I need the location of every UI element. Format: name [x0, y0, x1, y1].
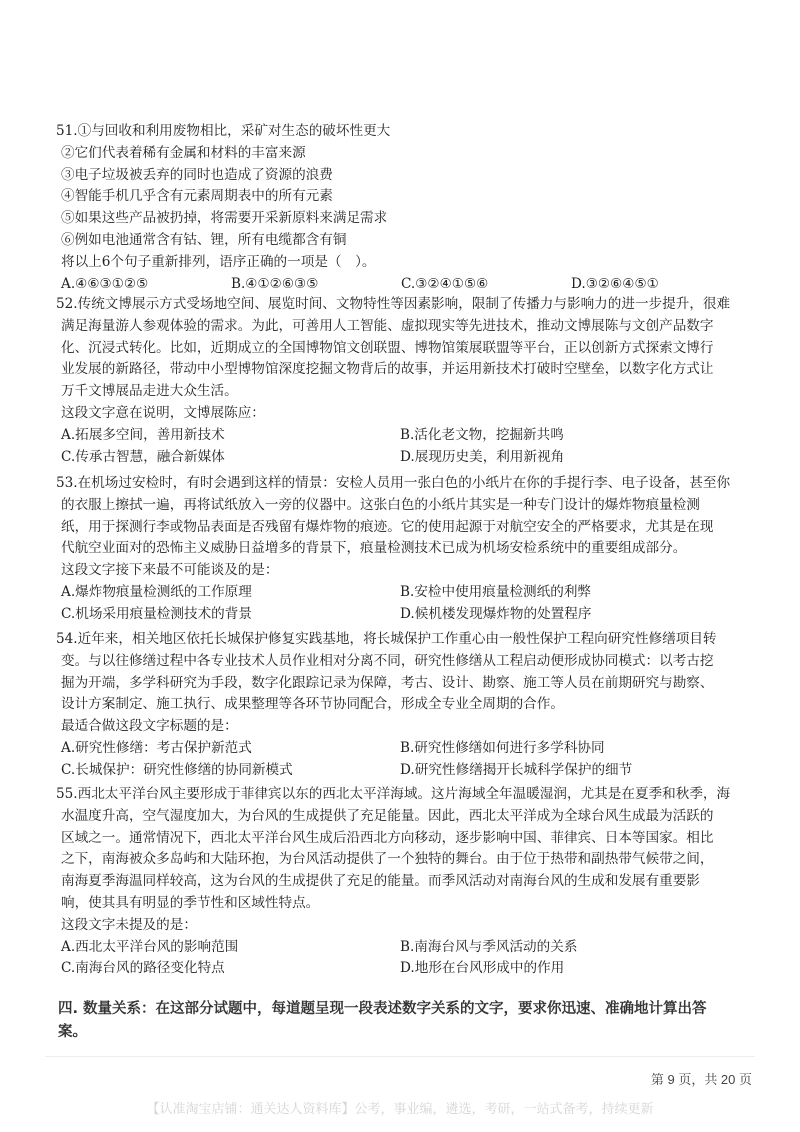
question-text: 55.西北太平洋台风主要形成于菲律宾以东的西北太平洋海域。这片海域全年温暖湿润，尤其是在夏季和秋季，海 — [56, 786, 731, 802]
option-b: B.南海台风与季风活动的关系 — [400, 938, 578, 955]
options-row — [56, 604, 756, 626]
option-c: C.传承古智慧，融合新媒体 — [61, 448, 225, 465]
options-row — [56, 738, 756, 760]
option-c: C.机场采用痕量检测技术的背景 — [61, 605, 252, 622]
sentence: ③电子垃圾被丢弃的同时也造成了资源的浪费 — [61, 166, 333, 183]
question-text: 区域之一。通常情况下，西北太平洋台风生成后沿西北方向移动，逐步影响中国、菲律宾、日本等国家。相比 — [61, 829, 714, 846]
option-b: B.安检中使用痕量检测纸的利弊 — [400, 583, 592, 600]
question-52 — [56, 294, 756, 468]
options-row — [56, 958, 756, 980]
question-stem: 这段文字未提及的是： — [61, 916, 197, 933]
option-d: D.地形在台风形成中的作用 — [400, 960, 565, 977]
options-row — [56, 582, 756, 604]
options-row — [56, 937, 756, 959]
options — [56, 274, 756, 296]
question-text: 水温度升高，空气湿度加大，为台风的生成提供了充足能量。因此，西北太平洋成为全球台风生成最为活跃的 — [61, 807, 714, 824]
page-number: 第 9 页，共 20 页 — [650, 1072, 752, 1087]
sentence: ②它们代表着稀有金属和材料的丰富来源 — [61, 144, 306, 161]
question-text: 纸，用于探测行李或物品表面是否残留有爆炸物的痕迹。它的使用起源于对航空安全的严格要求，尤其是在现 — [61, 518, 714, 535]
question-text: 变。与以往修缮过程中各专业技术人员作业相对分离不同，研究性修缮从工程启动便形成协同模式：以考古挖 — [61, 652, 714, 669]
question-text: 代航空业面对的恐怖主义威胁日益增多的背景下，痕量检测技术已成为机场安检系统中的重要组成部分。 — [61, 540, 687, 557]
option-c: C.长城保护：研究性修缮的协同新模式 — [61, 761, 293, 778]
option-a: A.拓展多空间，善用新技术 — [61, 426, 225, 443]
option-a: A.西北太平洋台风的影响范围 — [61, 938, 239, 955]
question-stem: 将以上6个句子重新排列，语序正确的一项是（ ）。 — [61, 253, 376, 270]
option-b: B.研究性修缮如何进行多学科协同 — [400, 739, 605, 756]
question-text: 设计方案制定、施工执行、成果整理等各环节协同配合，形成全专业全周期的合作。 — [61, 696, 564, 713]
question-text: 万千文博展品走进大众生活。 — [61, 383, 238, 400]
question-stem: 最适合做这段文字标题的是： — [61, 718, 238, 735]
question-text: 响，使其具有明显的季节性和区域性特点。 — [61, 894, 320, 911]
option-a: A.④⑥③①②⑤ — [61, 275, 149, 292]
option-c: C.南海台风的路径变化特点 — [61, 960, 225, 977]
sentence: ⑤如果这些产品被扔掉，将需要开采新原料来满足需求 — [61, 210, 388, 227]
option-d: D.③②⑥④⑤① — [571, 275, 659, 292]
option-c: C.③②④①⑤⑥ — [401, 275, 489, 292]
option-b: B.活化老文物，挖掘新共鸣 — [400, 426, 564, 443]
section-heading-line: 案。 — [58, 1024, 87, 1040]
options-row — [56, 425, 756, 447]
sentence: ⑥例如电池通常含有钴、锂，所有电缆都含有铜 — [61, 231, 347, 248]
question-text: 53.在机场过安检时，有时会遇到这样的情景：安检人员用一张白色的小纸片在你的手提行李、电子设备，甚至你 — [56, 475, 731, 491]
question-text: 掘为开端，多学科研究为手段，数字化跟踪记录为保障，考古、设计、勘察、施工等人员在前期研究与勘察、 — [61, 674, 714, 691]
option-b: B.④①②⑥③⑤ — [231, 275, 319, 292]
option-d: D.候机楼发现爆炸物的处置程序 — [400, 605, 592, 622]
question-text: 南海夏季海温同样较高，这为台风的生成提供了充足的能量。而季风活动对南海台风的生成和发展有重要影 — [61, 873, 700, 890]
question-stem: 这段文字意在说明，文博展陈应： — [61, 404, 265, 421]
question-text: 满足海量游人参观体验的需求。为此，可善用人工智能、虚拟现实等先进技术，推动文博展陈与文创产品数字 — [61, 317, 714, 334]
section-heading-line: 四. 数量关系：在这部分试题中，每道题呈现一段表述数字关系的文字，要求你迅速、准确地计算出答 — [58, 1001, 707, 1017]
options-row — [56, 447, 756, 469]
question-text: 化、沉浸式转化。比如，近期成立的全国博物馆文创联盟、博物馆策展联盟等平台，正以创新方式探索文博行 — [61, 339, 714, 356]
sentence: ④智能手机几乎含有元素周期表中的所有元素 — [61, 188, 333, 205]
option-a: A.爆炸物痕量检测纸的工作原理 — [61, 583, 252, 600]
watermark: 【认准淘宝店铺：通关达人资料库】公考，事业编，遴选，考研，一站式备考，持续更新 — [146, 1102, 654, 1117]
question-55 — [56, 784, 756, 980]
option-d: D.研究性修缮揭开长城科学保护的细节 — [400, 761, 633, 778]
question-text: 52.传统文博展示方式受场地空间、展览时间、文物特性等因素影响，限制了传播力与影响力的进一步提升，很难 — [56, 296, 731, 312]
question-text: 51.①与回收和利用废物相比，采矿对生态的破坏性更大 — [56, 123, 391, 139]
option-a: A.研究性修缮：考古保护新范式 — [61, 739, 252, 756]
divider — [45, 1056, 755, 1057]
question-text: 业发展的新路径，带动中小型博物馆深度挖掘文物背后的故事，并运用新技术打破时空壁垒，以数字化方式让 — [61, 361, 714, 378]
section-heading — [58, 998, 758, 1044]
question-text: 54.近年来，相关地区依托长城保护修复实践基地，将长城保护工作重心由一般性保护工程向研究性修缮项目转 — [56, 631, 717, 647]
question-51 — [56, 121, 756, 295]
question-text: 之下，南海被众多岛屿和大陆环抱，为台风活动提供了一个独特的舞台。由于位于热带和副热带气候带之间， — [61, 851, 714, 868]
question-54 — [56, 629, 756, 782]
question-53 — [56, 473, 756, 626]
question-stem: 这段文字接下来最不可能谈及的是： — [61, 562, 279, 579]
option-d: D.展现历史美，利用新视角 — [400, 448, 565, 465]
question-text: 的衣服上擦拭一遍，再将试纸放入一旁的仪器中。这张白色的小纸片其实是一种专门设计的爆炸物痕量检测 — [61, 496, 700, 513]
options-row — [56, 760, 756, 782]
